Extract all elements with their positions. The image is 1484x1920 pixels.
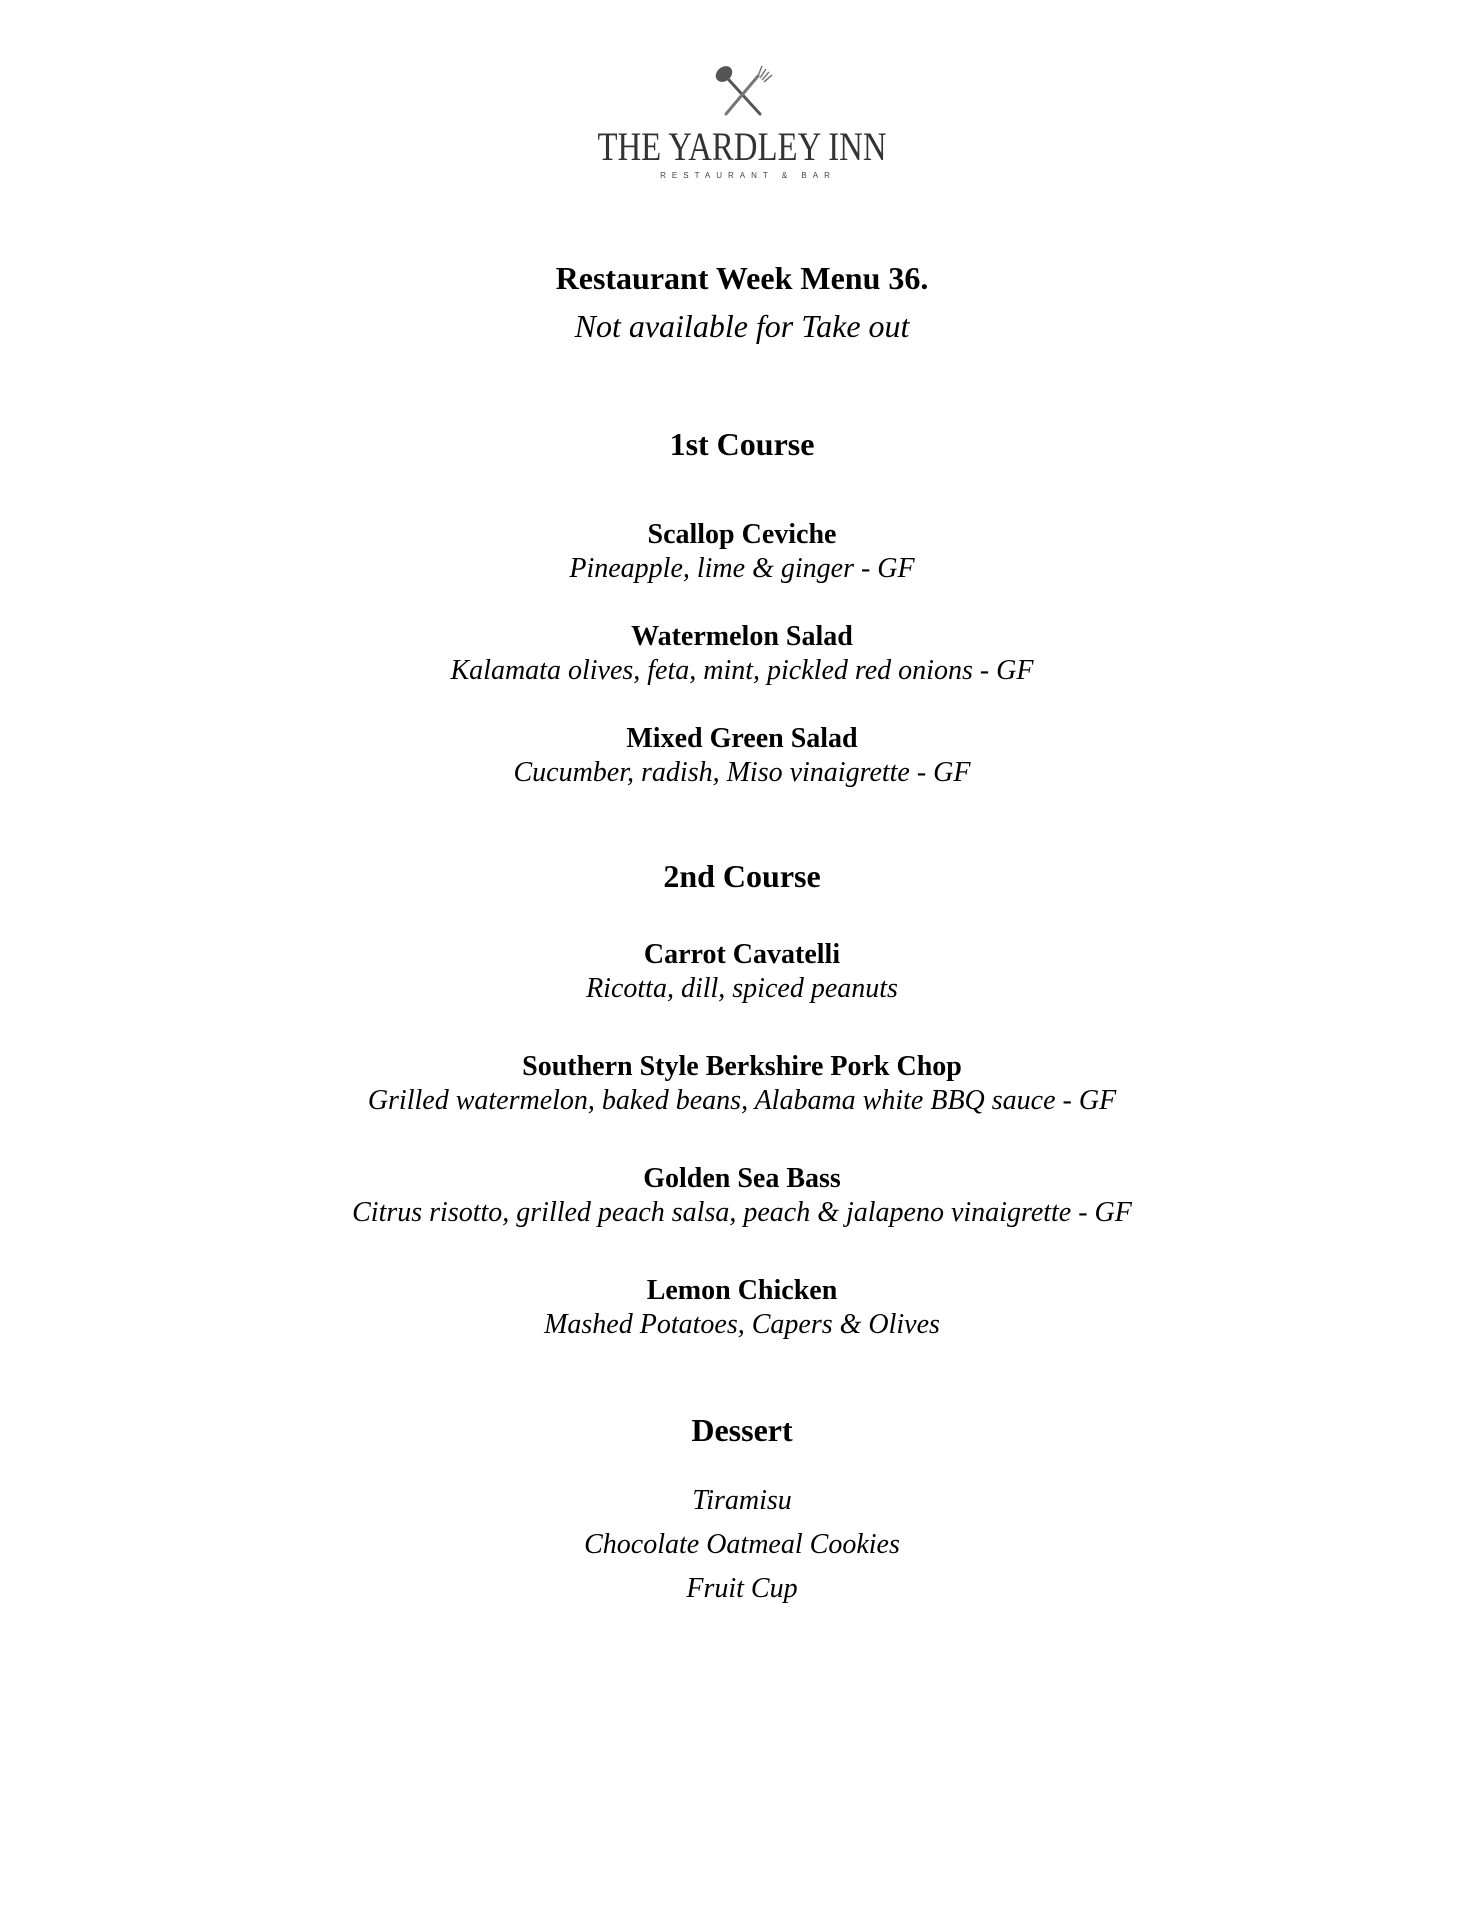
dish-name: Watermelon Salad [631, 621, 853, 652]
dish-item [0, 1274, 1484, 1342]
logo-name: THE YARDLEY INN [597, 124, 887, 169]
dessert-item: Fruit Cup [686, 1573, 798, 1604]
dish-item [0, 722, 1484, 790]
course-heading-1st: 1st Course [669, 426, 815, 462]
fork-spoon-icon [702, 62, 782, 122]
dish-name: Mixed Green Salad [626, 723, 858, 754]
restaurant-logo [0, 62, 1484, 180]
dish-item [0, 1162, 1484, 1230]
logo-subtitle: RESTAURANT & BAR [660, 171, 836, 180]
menu-subtitle: Not available for Take out [574, 308, 910, 344]
dish-item [0, 938, 1484, 1006]
course-heading-2nd: 2nd Course [663, 858, 821, 894]
dish-name: Lemon Chicken [646, 1275, 838, 1306]
menu-title: Restaurant Week Menu 36. [555, 260, 929, 296]
dish-description: Cucumber, radish, Miso vinaigrette - GF [513, 757, 971, 788]
dish-name: Golden Sea Bass [643, 1163, 841, 1194]
dish-description: Grilled watermelon, baked beans, Alabama white BBQ sauce - GF [367, 1085, 1117, 1116]
dish-name: Southern Style Berkshire Pork Chop [522, 1051, 962, 1082]
dish-name: Scallop Ceviche [647, 519, 837, 550]
course-heading-dessert: Dessert [691, 1412, 793, 1448]
dish-name: Carrot Cavatelli [643, 939, 841, 970]
dish-item [0, 1050, 1484, 1118]
dish-item [0, 620, 1484, 688]
dish-description: Mashed Potatoes, Capers & Olives [544, 1309, 940, 1340]
dish-description: Ricotta, dill, spiced peanuts [586, 973, 898, 1004]
dish-description: Citrus risotto, grilled peach salsa, peach & jalapeno vinaigrette - GF [352, 1197, 1132, 1228]
dish-item [0, 518, 1484, 586]
dish-description: Pineapple, lime & ginger - GF [569, 553, 915, 584]
dessert-item: Tiramisu [692, 1485, 792, 1516]
dessert-item: Chocolate Oatmeal Cookies [584, 1529, 900, 1560]
dish-description: Kalamata olives, feta, mint, pickled red onions - GF [450, 655, 1034, 686]
